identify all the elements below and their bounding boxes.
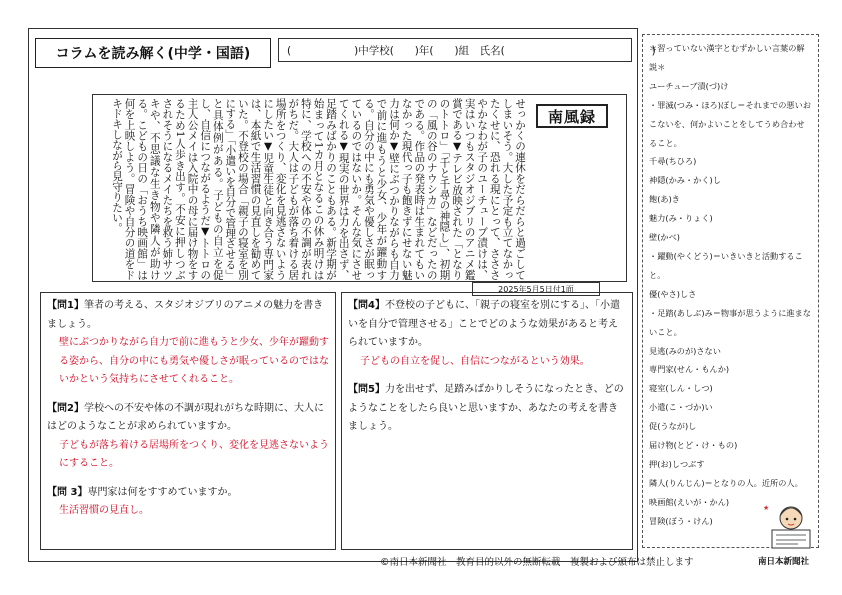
questions-left-panel (40, 292, 336, 550)
question-1: 【問1】筆者の考える、スタジオジブリのアニメの魅力を書きましょう。 壁にぶつかりながら自力で前に進もうと少女、少年が躍動する姿から、自分の中にも勇気や優しさが眠っているのではないかという気持ちにさせてくれること。 (47, 297, 329, 390)
svg-text:★: ★ (763, 504, 770, 512)
column-date: 2025年5月5日付1面 (472, 282, 600, 296)
copyright-notice: ©南日本新聞社 教育目的以外の無断転載 複製および頒布は禁止します (380, 557, 694, 568)
vocab-item: 寝室(しん・しつ) (649, 383, 713, 394)
vocab-item: 促(うなが)し (649, 421, 697, 432)
vocab-item: 隣人(りんじん)＝となりの人。近所の人。 (649, 477, 803, 488)
question-3: 【問 3】専門家は何をすすめていますか。 生活習慣の見直し。 (47, 484, 329, 521)
vocab-item: 飽(あ)き (649, 194, 680, 205)
worksheet-title: コラムを読み解く(中学・国語) (35, 38, 271, 68)
vocab-item: ・足踏(あしぶ)み＝物事が思うように進まないこと。 (649, 307, 811, 337)
vocab-item: 小遣(こ・づか)い (649, 402, 713, 413)
answer-text[interactable]: 子どもの自立を促し、自信につながるという効果。 (360, 355, 590, 367)
question-text: 筆者の考える、スタジオジブリのアニメの魅力を書きましょう。 (47, 300, 324, 330)
vocab-item: 届け物(とど・け・もの) (649, 440, 738, 451)
vocab-item: ・罪滅(つみ・ほろ)ぼし＝それまでの悪いおこないを、何かよいことをしてうめ合わせること。 (649, 99, 811, 148)
vocabulary-panel (642, 34, 819, 548)
question-4: 【問4】不登校の子どもに、「親子の寝室を別にする」、「小遣いを自分で管理させる」ことでどのような効果があると考えられていますか。 子どもの自立を促し、自信につながるという効果。 (348, 297, 626, 371)
vocab-item: 壁(かべ) (649, 232, 680, 243)
publisher-logo: 南日本新聞社 (758, 557, 810, 567)
vocab-item: 見逃(みのが)さない (649, 345, 721, 356)
vocab-item: ・躍動(やくどう)＝いきいきと活動すること。 (649, 250, 803, 280)
question-text: 専門家は何をすすめていますか。 (87, 486, 238, 498)
question-5: 【問5】力を出せず、足踏みばかりしそうになったとき、どのようなことをしたら良いと思いますか、あなたの考えを書きましょう。 (348, 384, 624, 432)
newspaper-mascot-illustration (758, 500, 824, 550)
column-masthead: 南風録 (536, 104, 608, 128)
vocab-item: 映画館(えいが・かん) (649, 496, 730, 507)
answer-text[interactable]: 生活習慣の見直し。 (59, 505, 149, 516)
answer-text[interactable]: 子どもが落ち着ける居場所をつくり、変化を見逃さないようにすること。 (59, 439, 329, 469)
question-2: 【問2】学校への不安や体の不調が現れがちな時期に、大人にはどのようなことが求められていますか。 子どもが落ち着ける居場所をつくり、変化を見逃さないようにすること。 (47, 400, 329, 474)
vocab-item: 千尋(ちひろ) (649, 156, 697, 167)
vocab-item: 冒険(ぼう・けん) (649, 515, 713, 526)
vocab-item: 優(やさ)しさ (649, 288, 697, 299)
vocab-item: 専門家(せん・もんか) (649, 364, 730, 375)
answer-text[interactable]: 壁にぶつかりながら自力で前に進もうと少女、少年が躍動する姿から、自分の中にも勇気や優しさが眠っているのではないかという気持ちにさせてくれること。 (59, 337, 329, 385)
vocab-item: 神隠(かみ・かく)し (649, 175, 721, 186)
vocab-item: 押(お)しつぶす (649, 458, 705, 469)
vocab-item: 魅力(み・りょく) (649, 213, 713, 224)
question-text: 力を出せず、足踏みばかりしそうになったとき、どのようなことをしたら良いと思いますか、あなたの考えを書きましょう。 (348, 384, 624, 432)
vocabulary-heading: ＊習っていない漢字とむずかしい言葉の解説＊ (649, 43, 805, 72)
questions-right-panel (341, 292, 633, 550)
question-text: 不登校の子どもに、「親子の寝室を別にする」、「小遣いを自分で管理させる」ことでどのような効果があると考えられていますか。 (348, 300, 620, 348)
vocab-item: ユーチューブ漬(づ)け (649, 80, 729, 91)
student-name-field[interactable]: ( )中学校( )年( )組 氏名( ) (278, 38, 632, 62)
column-body: せっかくの連休をだらだらと過ごしてしまいそう。大した予定も立てなかったくせに、恐れる現にとって、さささやかなわが子のユーチューブ漬けは、実はいつもスタジオジブリのアニメ鑑賞である▼テレビ放映された「となりのトトロ」「千と千尋の神隠し」、初期の「風の谷のナウシカ」などだったのである。作品の発表時は生まれてもいなかった現代っ子も飽きずにせない魅力は何か▼壁にぶつかりながらも自力で前に進もうと少女、少年が躍動する。自分の中にも勇気や優しさが眠っているのではないか。そんな気にさせてくれる▼現実の世界は力を出さず、足踏みばかりのこともある。新学期が始まって1カ月となるこの休み明けは特に、学校への不安や体の不調が表れがちだ。大人は子どもが落ち着ける居場所をつくり、変化を見逃さないようにしたい▼児童生徒と向き合う専門家は、本紙で生活習慣の見直しを勧めていた。不登校の場合「親子の寝室を別にする」「小遣いを自分で管理させる」と具体例がある。子どもの自立を促し、自信につながるようだ▼トトロの主人公メイは入院中の母に届け物をするため1人歩き出す。不安に押しつぶされそうになるメイたちを救う姉サツキや、不思議な生き物や隣人が助ける。こどもの日の「おうち映画館」は何を上映しよう。冒険や自分の道をドキドキしながら見守りたい。 (111, 98, 526, 280)
question-text: 学校への不安や体の不調が現れがちな時期に、大人にはどのようなことが求められていますか。 (47, 402, 324, 432)
